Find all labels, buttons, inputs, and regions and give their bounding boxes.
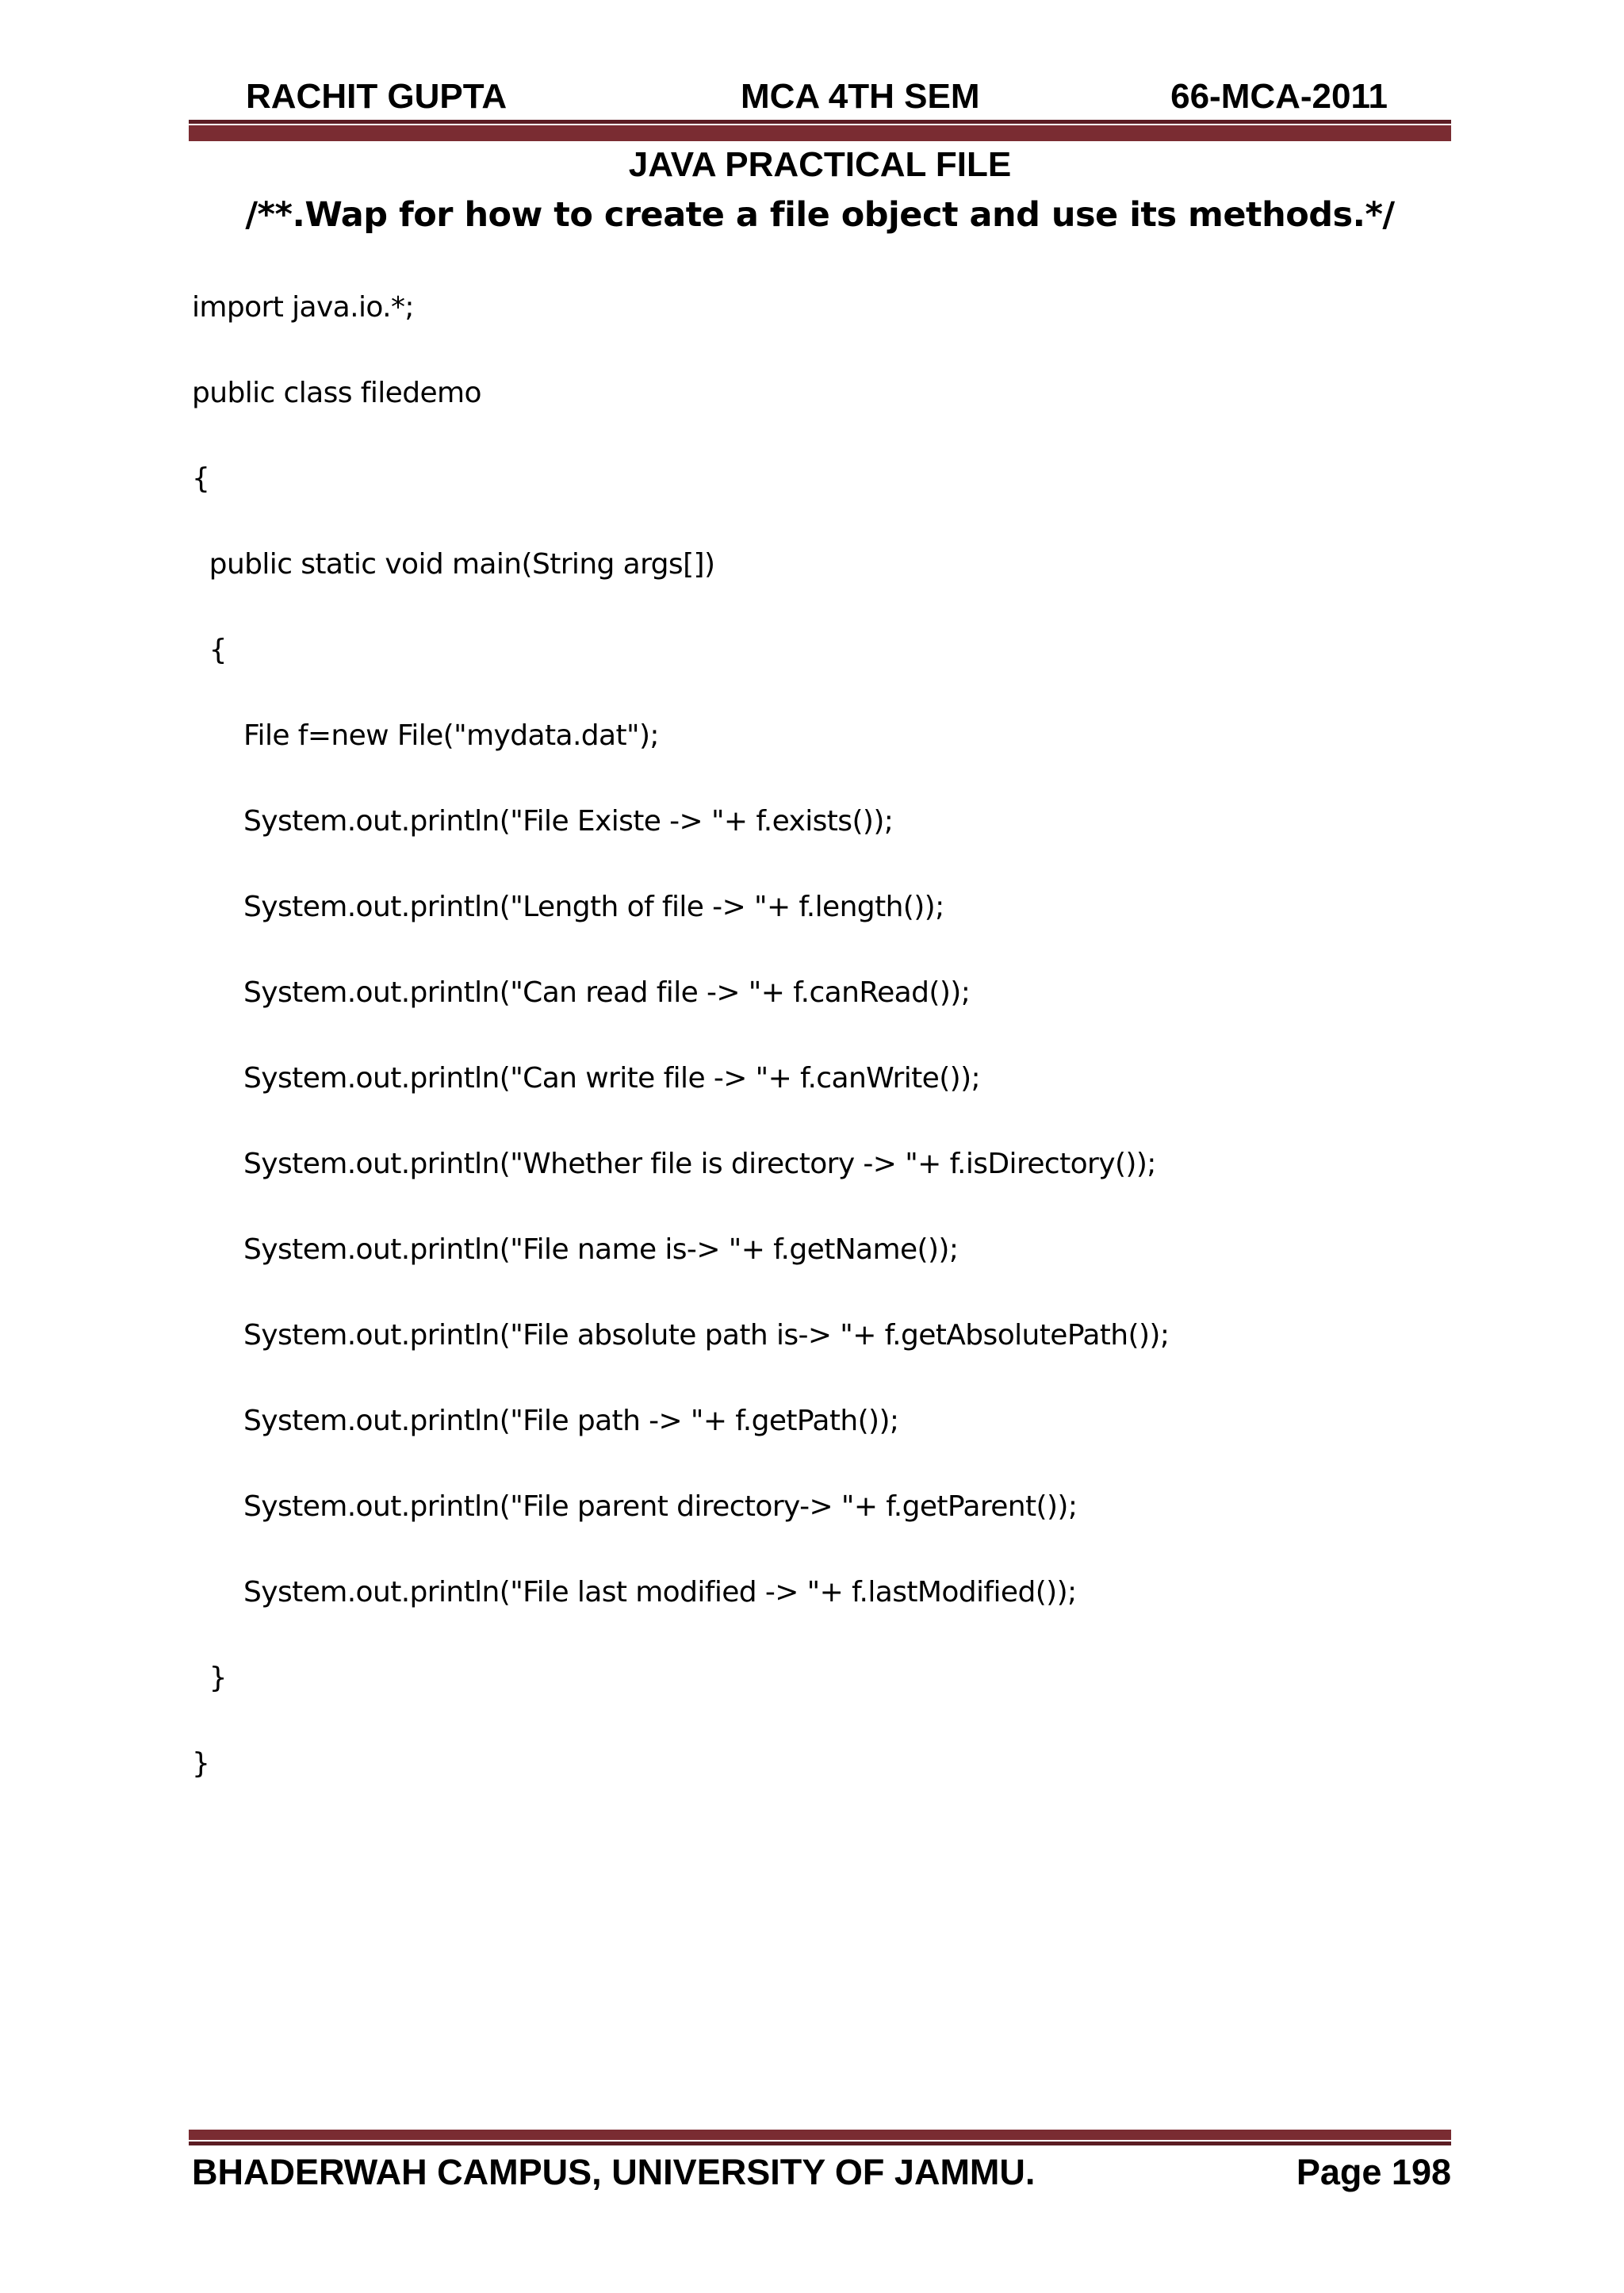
code-line-1: import java.io.*; xyxy=(192,291,414,324)
code-line-14: System.out.println("File path -> "+ f.getPath()); xyxy=(192,1405,899,1437)
page-number: Page 198 xyxy=(1296,2152,1451,2192)
student-name: RACHIT GUPTA xyxy=(246,77,508,116)
code-line-5: { xyxy=(192,634,227,666)
code-line-12: System.out.println("File name is-> "+ f.getName()); xyxy=(192,1233,959,1266)
course-label: MCA 4TH SEM xyxy=(741,77,980,116)
code-line-6: File f=new File("mydata.dat"); xyxy=(192,719,659,752)
campus-label: BHADERWAH CAMPUS, UNIVERSITY OF JAMMU. xyxy=(192,2152,1036,2192)
code-line-17: } xyxy=(192,1662,227,1694)
code-line-8: System.out.println("Length of file -> "+ f.length()); xyxy=(192,891,944,923)
header-rule-thick xyxy=(189,125,1451,141)
code-line-4: public static void main(String args[]) xyxy=(192,548,715,581)
code-line-7: System.out.println("File Existe -> "+ f.exists()); xyxy=(192,805,894,838)
page-header xyxy=(189,73,1451,121)
footer-rule-thick xyxy=(189,2130,1451,2140)
code-line-9: System.out.println("Can read file -> "+ f.canRead()); xyxy=(192,976,971,1009)
code-line-2: public class filedemo xyxy=(192,377,481,409)
roll-number: 66-MCA-2011 xyxy=(1170,77,1388,116)
code-line-15: System.out.println("File parent directory-> "+ f.getParent()); xyxy=(192,1490,1078,1523)
document-title: JAVA PRACTICAL FILE xyxy=(628,145,1012,184)
program-description: /**.Wap for how to create a file object and use its methods.*/ xyxy=(245,195,1395,235)
code-line-16: System.out.println("File last modified -> "+ f.lastModified()); xyxy=(192,1576,1077,1609)
footer-rule-thin xyxy=(189,2142,1451,2145)
header-rule-thin xyxy=(189,120,1451,124)
code-line-3: { xyxy=(192,462,210,495)
code-line-10: System.out.println("Can write file -> "+ f.canWrite()); xyxy=(192,1062,981,1095)
code-line-18: } xyxy=(192,1747,210,1780)
code-line-11: System.out.println("Whether file is directory -> "+ f.isDirectory()); xyxy=(192,1148,1156,1180)
code-line-13: System.out.println("File absolute path is-> "+ f.getAbsolutePath()); xyxy=(192,1319,1170,1352)
